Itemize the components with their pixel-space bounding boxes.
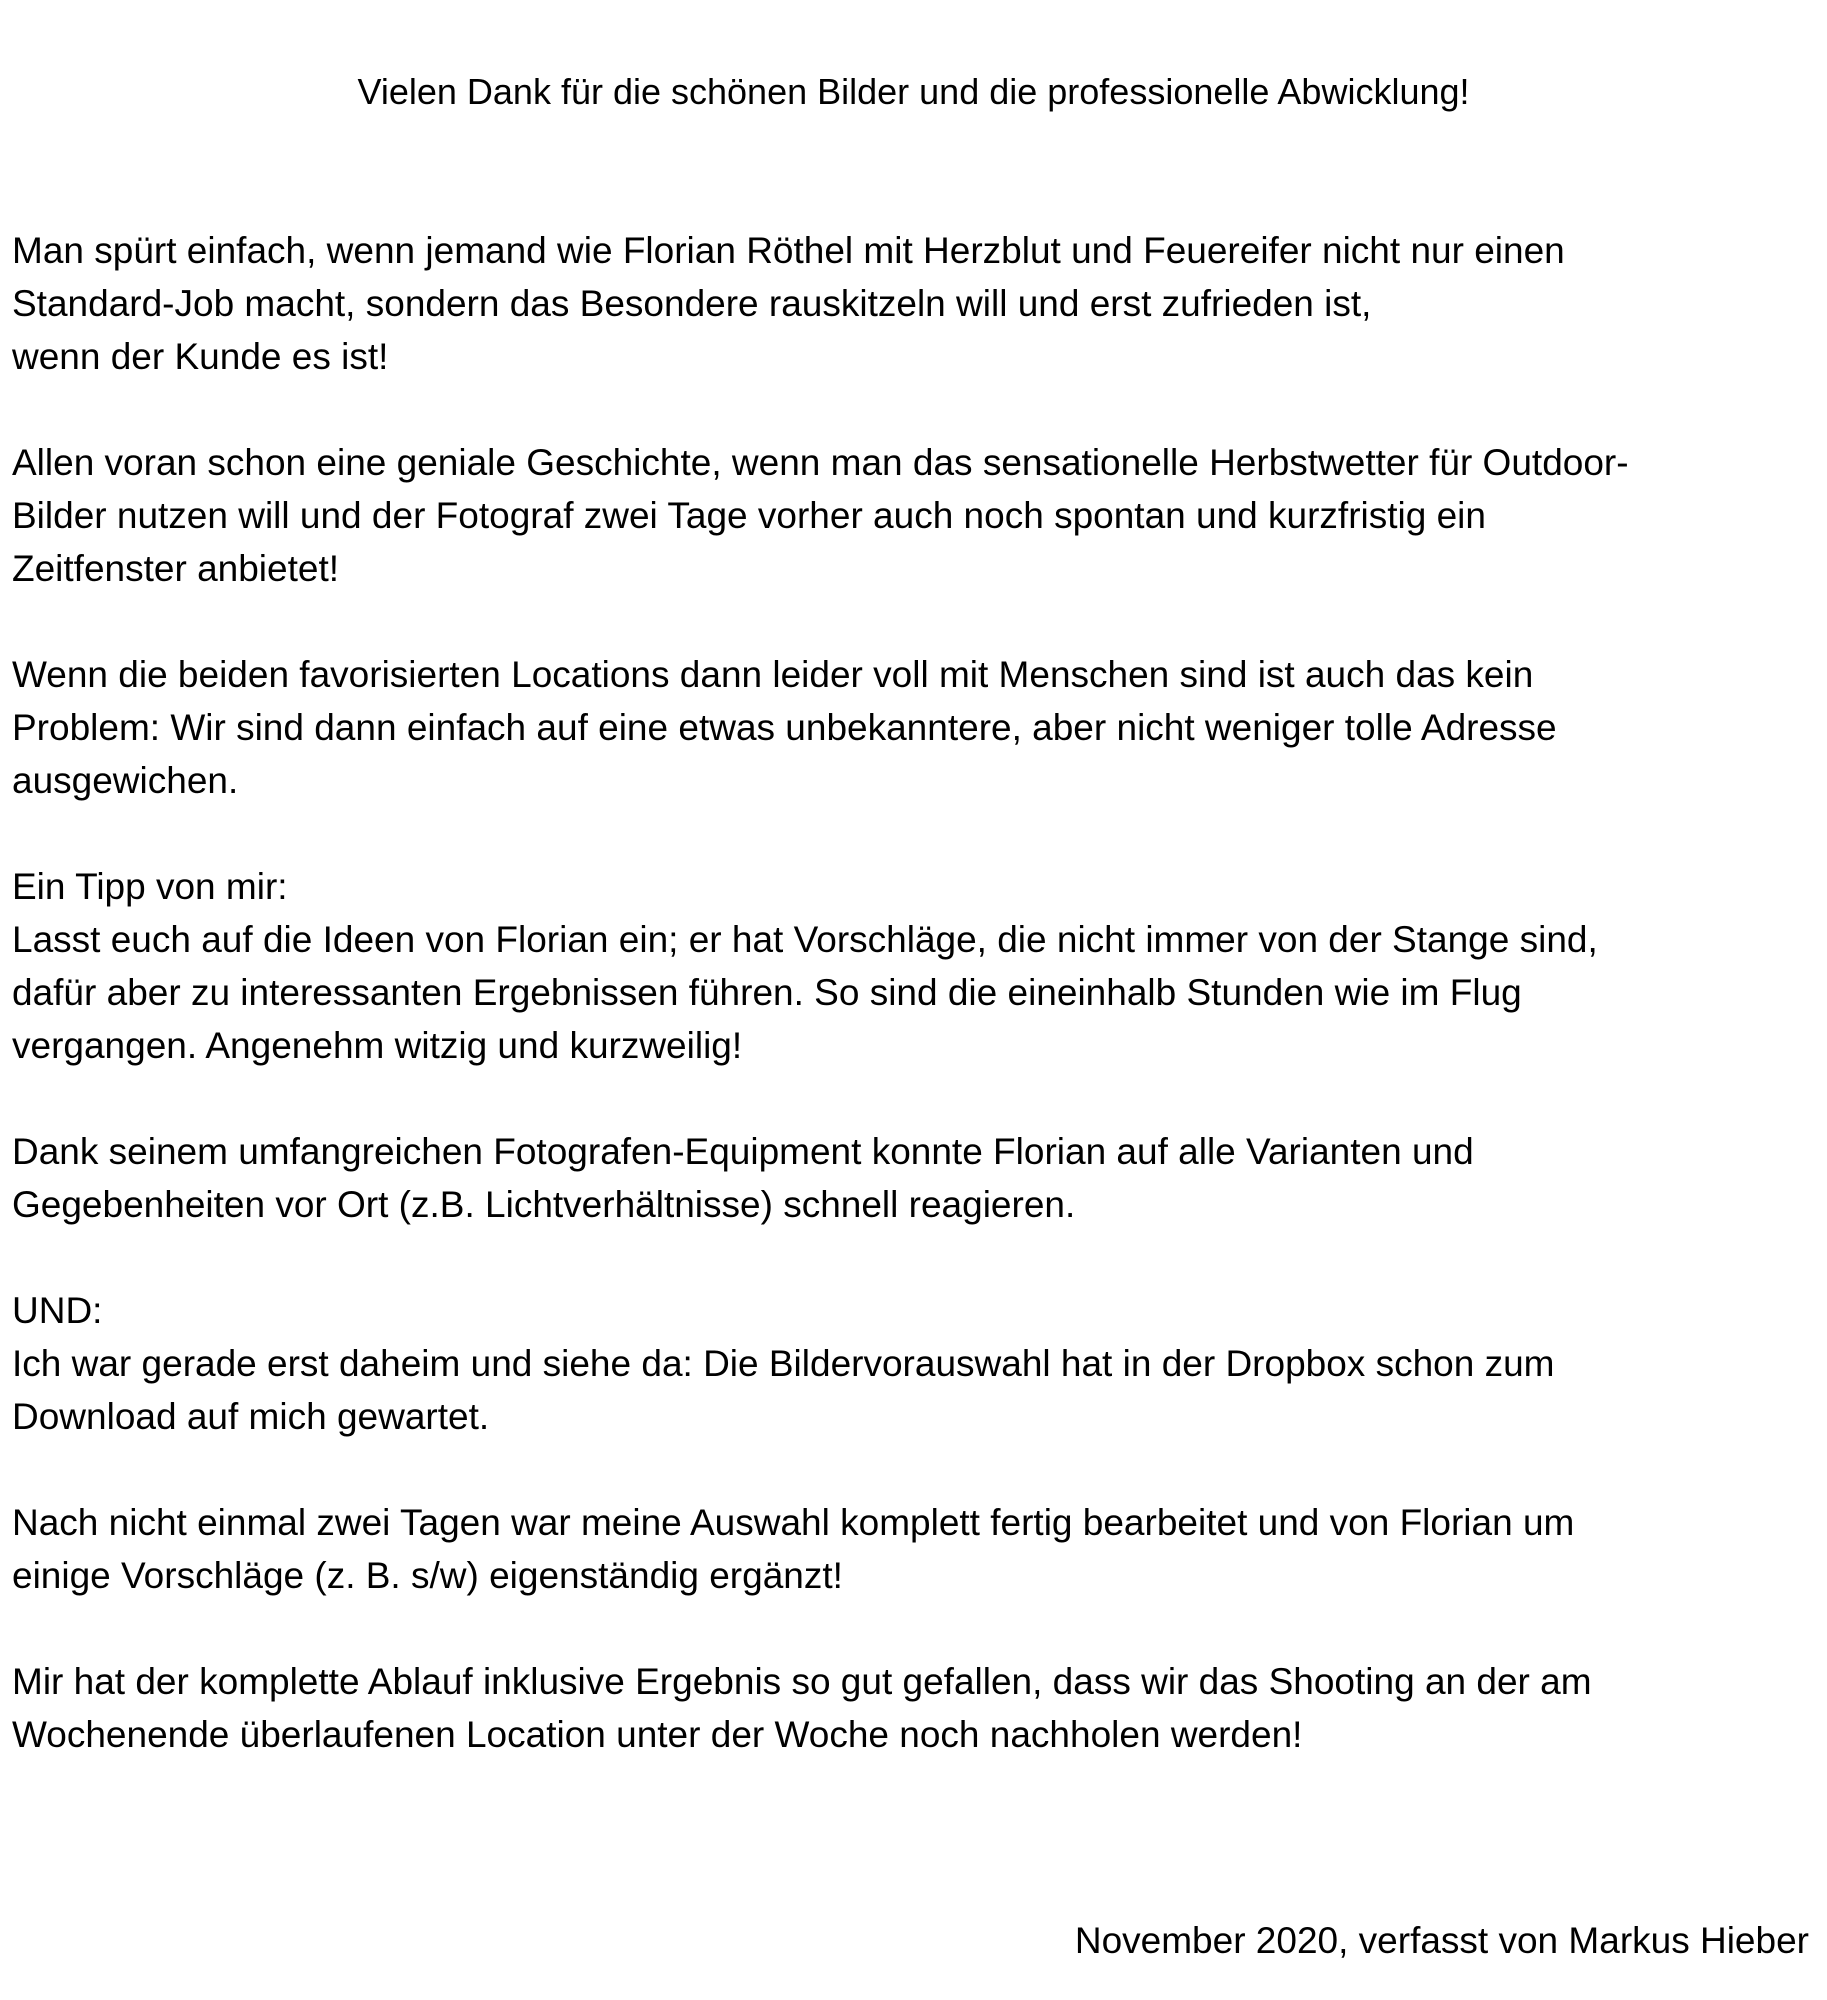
testimonial-body xyxy=(12,224,1802,1814)
text-line: Bilder nutzen will und der Fotograf zwei Tage vorher auch noch spontan und kurzfristig ein xyxy=(12,495,1486,536)
paragraph-3 xyxy=(12,648,1802,807)
text-line: Mir hat der komplette Ablauf inklusive Ergebnis so gut gefallen, dass wir das Shooting an der am xyxy=(12,1661,1592,1702)
text-line: UND: xyxy=(12,1290,103,1331)
text-line: Problem: Wir sind dann einfach auf eine etwas unbekanntere, aber nicht weniger tolle Adresse xyxy=(12,707,1557,748)
text-line: vergangen. Angenehm witzig und kurzweilig! xyxy=(12,1025,743,1066)
text-line: Ich war gerade erst daheim und siehe da: Die Bildervorauswahl hat in der Dropbox schon zum xyxy=(12,1343,1555,1384)
text-line: Gegebenheiten vor Ort (z.B. Lichtverhältnisse) schnell reagieren. xyxy=(12,1184,1076,1225)
text-line: Zeitfenster anbietet! xyxy=(12,548,340,589)
paragraph-5 xyxy=(12,1125,1802,1231)
text-line: Wenn die beiden favorisierten Locations dann leider voll mit Menschen sind ist auch das kein xyxy=(12,654,1534,695)
page-title: Vielen Dank für die schönen Bilder und die professionelle Abwicklung! xyxy=(357,71,1470,112)
text-line: Allen voran schon eine geniale Geschichte, wenn man das sensationelle Herbstwetter für Outdoor- xyxy=(12,442,1629,483)
text-line: Standard-Job macht, sondern das Besondere rauskitzeln will und erst zufrieden ist, xyxy=(12,283,1372,324)
paragraph-7 xyxy=(12,1496,1802,1602)
text-line: ausgewichen. xyxy=(12,760,239,801)
text-line: Ein Tipp von mir: xyxy=(12,866,288,907)
paragraph-8 xyxy=(12,1655,1802,1761)
paragraph-4 xyxy=(12,860,1802,1072)
text-line: Wochenende überlaufenen Location unter der Woche noch nachholen werden! xyxy=(12,1714,1303,1755)
paragraph-6 xyxy=(12,1284,1802,1443)
text-line: Man spürt einfach, wenn jemand wie Florian Röthel mit Herzblut und Feuereifer nicht nur einen xyxy=(12,230,1565,271)
text-line: Download auf mich gewartet. xyxy=(12,1396,490,1437)
text-line: Dank seinem umfangreichen Fotografen-Equipment konnte Florian auf alle Varianten und xyxy=(12,1131,1474,1172)
paragraph-2 xyxy=(12,436,1802,595)
text-line: Nach nicht einmal zwei Tagen war meine Auswahl komplett fertig bearbeitet und von Florian um xyxy=(12,1502,1575,1543)
text-line: Lasst euch auf die Ideen von Florian ein; er hat Vorschläge, die nicht immer von der Stange sind, xyxy=(12,919,1598,960)
signature: November 2020, verfasst von Markus Hieber xyxy=(1074,1920,1809,1961)
text-line: wenn der Kunde es ist! xyxy=(12,336,389,377)
text-line: einige Vorschläge (z. B. s/w) eigenständig ergänzt! xyxy=(12,1555,843,1596)
text-line: dafür aber zu interessanten Ergebnissen führen. So sind die eineinhalb Stunden wie im Flug xyxy=(12,972,1522,1013)
paragraph-1 xyxy=(12,224,1802,383)
